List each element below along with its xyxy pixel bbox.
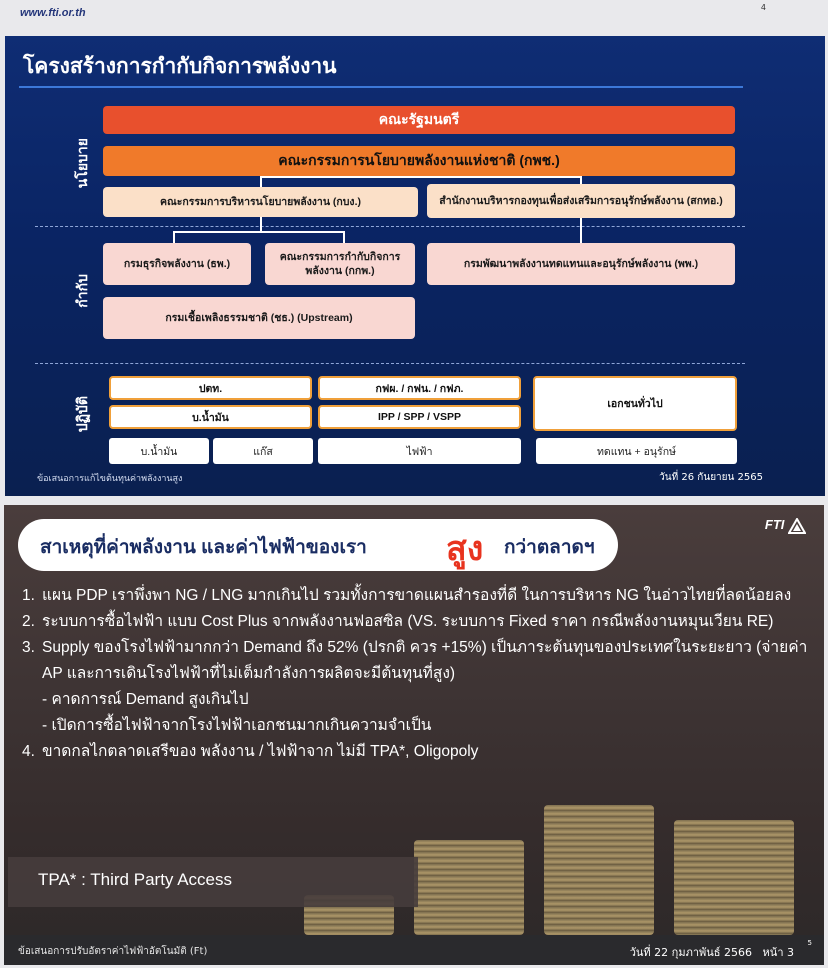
sub-list-item: - เปิดการซื้อไฟฟ้าจากโรงไฟฟ้าเอกชนมากเกินความจำเป็น	[42, 717, 432, 734]
slide1-footer-left: ข้อเสนอการแก้ไขต้นทุนค่าพลังงานสูง	[37, 474, 183, 484]
box-ptt: ปตท.	[109, 376, 312, 400]
list-item	[22, 583, 812, 609]
page-header	[0, 0, 828, 30]
list-item-text: Supply ของโรงไฟฟ้ามากกว่า Demand ถึง 52% (ปรกติ ควร +15%) เป็นภาระต้นทุนของประเทศในระยะยาว (จ่ายค่า AP และการเดินโรงไฟฟ้าที่ไม่เต็มกำลังการผลิตจะมีต้นทุนที่สูง)	[42, 639, 808, 682]
box-renewable: ทดแทน + อนุรักษ์	[536, 438, 737, 464]
box-oil-company-2: บ.น้ำมัน	[109, 438, 209, 464]
box-erc: คณะกรรมการกำกับกิจการพลังงาน (กกพ.)	[265, 243, 415, 285]
slide2-title-pre: สาเหตุที่ค่าพลังงาน และค่าไฟฟ้าของเรา	[40, 537, 367, 558]
slide2-footer-page: หน้า 3	[762, 946, 794, 959]
list-item-number: 2.	[22, 613, 35, 630]
list-item-text: แผน PDP เราพึ่งพา NG / LNG มากเกินไป รวมทั้งการขาดแผนสำรองที่ดี ในการบริหาร NG ในอ่าวไทยที่ลดน้อยลง	[42, 587, 792, 604]
box-oil-company: บ.น้ำมัน	[109, 405, 312, 429]
box-encon-fund: สำนักงานบริหารกองทุนเพื่อส่งเสริมการอนุรักษ์พลังงาน (สกทอ.)	[427, 184, 735, 218]
list-item-number: 4.	[22, 743, 35, 760]
tpa-note: TPA* : Third Party Access	[38, 870, 232, 889]
box-dmf: กรมเชื้อเพลิงธรรมชาติ (ชธ.) (Upstream)	[103, 297, 415, 339]
box-gas: แก๊ส	[213, 438, 313, 464]
box-nepc: คณะกรรมการนโยบายพลังงานแห่งชาติ (กพช.)	[103, 146, 735, 176]
slide2-footer-left: ข้อเสนอการปรับอัตราค่าไฟฟ้าอัตโนมัติ (Ft)	[18, 946, 208, 957]
slide-energy-regulation-structure	[5, 36, 825, 496]
header-url[interactable]: www.fti.or.th	[20, 7, 86, 19]
connector	[260, 177, 262, 187]
box-doeb: กรมธุรกิจพลังงาน (ธพ.)	[103, 243, 251, 285]
slide2-title-pill	[18, 519, 618, 571]
connector	[173, 231, 345, 233]
sub-list-item: - คาดการณ์ Demand สูงเกินไป	[42, 691, 249, 708]
divider-policy-regulate	[35, 226, 745, 227]
list-item-number: 1.	[22, 587, 35, 604]
causes-list	[22, 583, 812, 765]
list-item-number: 3.	[22, 639, 35, 656]
box-epc: คณะกรรมการบริหารนโยบายพลังงาน (กบง.)	[103, 187, 418, 217]
fti-logo	[765, 517, 806, 534]
box-cabinet: คณะรัฐมนตรี	[103, 106, 735, 134]
divider-regulate-operate	[35, 363, 745, 364]
slide-high-energy-cost-causes	[4, 505, 824, 965]
box-dede: กรมพัฒนาพลังงานทดแทนและอนุรักษ์พลังงาน (พพ.)	[427, 243, 735, 285]
list-item-text: ระบบการซื้อไฟฟ้า แบบ Cost Plus จากพลังงานฟอสซิล (VS. ระบบการ Fixed ราคา กรณีพลังงานหมุนเวียน RE)	[42, 613, 774, 630]
fti-logo-text: FTI	[764, 517, 785, 532]
slide2-title-emphasis: สูง	[446, 530, 484, 568]
slide2-footer-date: วันที่ 22 กุมภาพันธ์ 2566	[629, 946, 752, 959]
box-private: เอกชนทั่วไป	[533, 376, 737, 431]
connector	[343, 231, 345, 243]
slide2-title-post: กว่าตลาดฯ	[504, 537, 595, 558]
slide1-title: โครงสร้างการกำกับกิจการพลังงาน	[23, 55, 337, 78]
list-item	[22, 609, 812, 635]
triangle-icon	[788, 518, 806, 534]
connector	[260, 217, 262, 231]
connector	[173, 231, 175, 243]
page-number: 4	[760, 3, 766, 12]
connector	[580, 217, 582, 243]
row-label-regulate: กำกับ	[74, 274, 90, 308]
row-label-policy: นโยบาย	[74, 138, 90, 189]
box-electricity: ไฟฟ้า	[318, 438, 521, 464]
slide2-footer	[4, 935, 824, 965]
connector	[260, 176, 582, 178]
title-underline	[19, 86, 743, 88]
list-item	[22, 739, 812, 765]
slide1-footer-date: วันที่ 26 กันยายน 2565	[659, 472, 763, 483]
tpa-note-box	[8, 857, 418, 907]
slide2-footer-small-number: 5	[807, 939, 812, 947]
list-item-text: ขาดกลไกตลาดเสรีของ พลังงาน / ไฟฟ้าจาก ไม่มี TPA*, Oligopoly	[42, 743, 479, 760]
box-ipp: IPP / SPP / VSPP	[318, 405, 521, 429]
box-egat: กฟผ. / กฟน. / กฟภ.	[318, 376, 521, 400]
row-label-operate: ปฏิบัติ	[74, 396, 90, 433]
list-item	[22, 635, 812, 687]
